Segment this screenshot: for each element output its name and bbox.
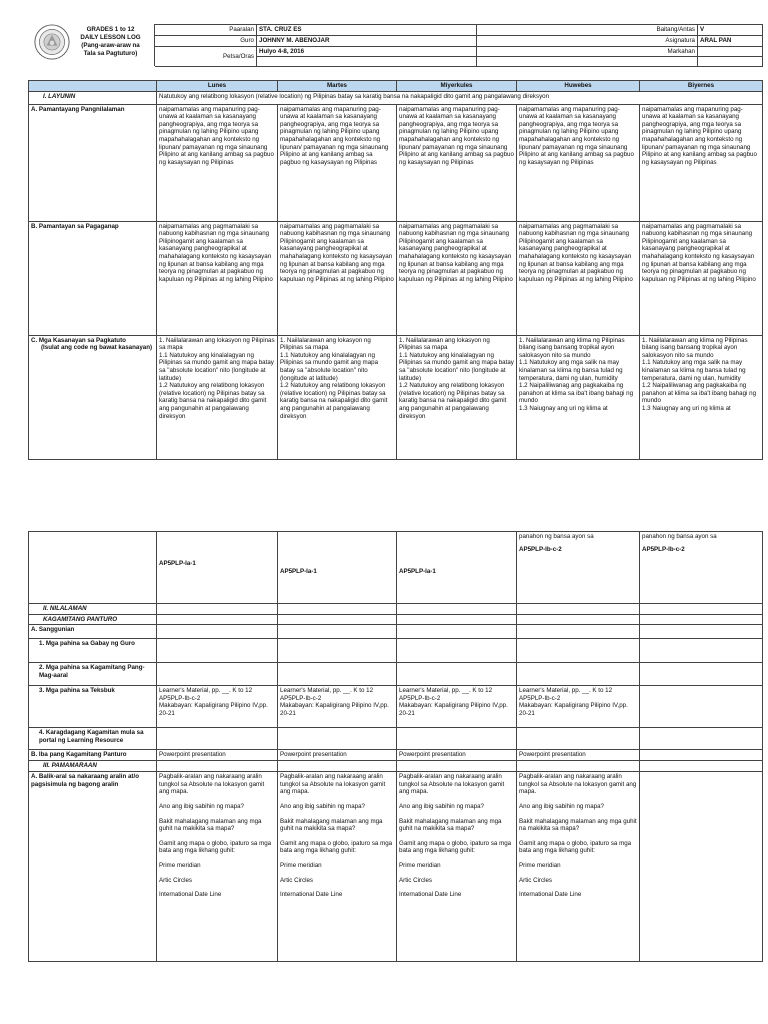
balik-aral-martes: [278, 772, 397, 962]
balik-huwebes-p4: Gamit ang mapa o globo, ipaturo sa mga bata ang mga likhang guhit:: [519, 839, 632, 855]
karagdagang-biyernes: [640, 728, 763, 750]
balik-huwebes-p1: Pagbalik-aralan ang nakaraang aralin tungkol sa Absolute na lokasyon gamit ang mapa.: [519, 773, 637, 796]
pang-aaral-miyerkules: [397, 663, 517, 686]
balik-lunes-p1: Pagbalik-aralan ang nakaraang aralin tungkol sa Absolute na lokasyon gamit ang mapa.: [159, 773, 265, 796]
balik-lunes-p4: Gamit ang mapa o globo, ipaturo sa mga bata ang mga likhang guhit:: [159, 839, 272, 855]
pagganap-huwebes: naipamamalas ang pagmamalaki sa nabuong kabihasnan ng mga sinaunang Pilipinogamit ang kaalaman sa kasanayang pangheograpikal at mahahalagang konteksto ng kasaysayan ng lipunan at bansa kabilang ang mga teorya ng pinagmulan at pagkabuo ng kapuluan ng Pilipinas at ng lahing Pilipino: [517, 221, 640, 335]
iba-pang-martes: Powerpoint presentation: [278, 750, 397, 761]
gabay-biyernes: [640, 639, 763, 663]
pagganap-lunes: naipamamalas ang pagmamalaki sa nabuong kabihasnan ng mga sinaunang Pilipinogamit ang kaalaman sa kasanayang pangheograpikal at mahahalagang konteksto ng kasaysayan ng lipunan at bansa kabilang ang mga teorya ng pinagmulan at pagkabuo ng kapuluan ng Pilipinas at ng lahing Pilipino: [157, 221, 278, 335]
pang-aaral-label: 2. Mga pahina sa Kagamitang Pang-Mag-aaral: [29, 663, 157, 686]
pang-aaral-martes: [278, 663, 397, 686]
kasanayan-label-line-2: (Isulat ang code ng bawat kasanayan): [41, 344, 153, 352]
iba-pang-huwebes: Powerpoint presentation: [517, 750, 640, 761]
day-header-martes: Martes: [278, 81, 397, 92]
balik-miyerkules-p1: Pagbalik-aralan ang nakaraang aralin tungkol sa Absolute na lokasyon gamit ang mapa.: [399, 773, 505, 796]
pamamaraan-label: III. PAMAMARAAN: [29, 761, 157, 772]
day-header-biyernes: Biyernes: [640, 81, 763, 92]
header-table: [28, 24, 763, 67]
balik-martes-p5: Prime meridian: [280, 861, 322, 869]
pangnilalaman-biyernes: naipamamalas ang mapanuring pag-unawa at kaalaman sa kasanayang pangheograpiya, ang mga teorya sa pinagmulan ng lahing Pilipino upang mapahahalagahan ang konteksto ng lipunan/ pamayanan ng mga sinaunang Pilipino at ang kanilang ambag sa pagbuo ng kasaysayan ng Pilipinas: [640, 104, 763, 221]
code-martes: AP5PLP-Ia-1: [278, 532, 397, 604]
code-huwebes: AP5PLP-Ib-c-2: [519, 545, 562, 553]
lesson-table-page-1: [28, 80, 763, 460]
iba-pang-lunes: Powerpoint presentation: [157, 750, 278, 761]
subject-value: ARAL PAN: [698, 36, 763, 47]
iba-pang-label: B. Iba pang Kagamitang Panturo: [29, 750, 157, 761]
pagganap-miyerkules: naipamamalas ang pagmamalaki sa nabuong kabihasnan ng mga sinaunang Pilipinogamit ang kaalaman sa kasanayang pangheograpikal at mahahalagang konteksto ng kasaysayan ng lipunan at bansa kabilang ang mga teorya ng pinagmulan at pagkabuo ng kapuluan ng Pilipinas at ng lahing Pilipino: [397, 221, 517, 335]
balik-martes-p7: International Date Line: [280, 891, 343, 899]
balik-martes-p4: Gamit ang mapa o globo, ipaturo sa mga bata ang mga likhang guhit:: [280, 839, 393, 855]
karagdagang-label: 4. Karagdagang Kagamitan mula sa portal ng Learning Resource: [29, 728, 157, 750]
teksbuk-miyerkules: Learner's Material, pp. __. K to 12 AP5PLP-Ib-c-2 Makabayan: Kapaligirang Pilipino IV,pp. 20-21: [397, 686, 517, 728]
nilalaman-biyernes: [640, 604, 763, 615]
karagdagang-huwebes: [517, 728, 640, 750]
grades-title-line-3: (Pang-araw-araw na: [81, 42, 140, 49]
pamamaraan-lunes: [157, 761, 278, 772]
kagamitan-martes: [278, 614, 397, 625]
kasanayan-miyerkules: 1. Naiilalarawan ang lokasyon ng Pilipinas sa mapa 1.1 Natutukoy ang kinalalagyan ng Pilipinas sa mundo gamit ang mapa batay sa "absolute location" nito (longitude at latitude) 1.2 Natutukoy ang relatibong lokasyon (relative location) ng Pilipinas batay sa karatig bansa na nakapaligid dito gamit ang pangunahin at pangalawang direksyon: [397, 335, 517, 459]
code-lunes: AP5PLP-Ia-1: [157, 532, 278, 604]
nilalaman-label: II. NILALAMAN: [29, 604, 157, 615]
school-value: STA. CRUZ ES: [257, 25, 477, 36]
gabay-martes: [278, 639, 397, 663]
grades-title-line-4: Tala sa Pagtuturo): [83, 50, 138, 57]
codes-label-blank: [29, 532, 157, 604]
balik-huwebes-p5: Prime meridian: [519, 861, 561, 869]
quarter-extra: [477, 57, 698, 67]
continuation-biyernes: panahon ng bansa ayon sa: [642, 533, 717, 540]
balik-miyerkules-p7: International Date Line: [399, 891, 462, 899]
karagdagang-lunes: [157, 728, 278, 750]
grade-value: V: [698, 25, 763, 36]
teksbuk-lunes: Learner's Material, pp. __. K to 12 AP5PLP-Ib-c-2 Makabayan: Kapaligirang Pilipino IV,pp. 20-21: [157, 686, 278, 728]
quarter-value: [698, 46, 763, 57]
balik-miyerkules-p2: Ano ang ibig sabihin ng mapa?: [399, 802, 484, 810]
kagamitan-label: KAGAMITANG PANTURO: [29, 614, 157, 625]
balik-huwebes-p6: Artic Circles: [519, 876, 553, 884]
balik-aral-biyernes: [640, 772, 763, 962]
deped-seal-icon: [34, 24, 70, 60]
balik-lunes-p6: Artic Circles: [159, 876, 193, 884]
teksbuk-label: 3. Mga pahina sa Teksbuk: [29, 686, 157, 728]
kasanayan-huwebes: 1. Naiilalarawan ang klima ng Pilipinas bilang isang bansang tropikal ayon salokasyon nito sa mundo 1.1 Natutukoy ang mga salik na may kinalaman sa klima ng bansa tulad ng temperatura, dami ng ulan, humidity 1.2 Naipaliliwanag ang pagkakaiba ng panahon at klima sa iba't ibang bahagi ng mundo 1.3 Naiugnay ang uri ng klima at: [517, 335, 640, 459]
teacher-value: JOHNNY M. ABENOJAR: [257, 36, 477, 47]
pagganap-biyernes: naipamamalas ang pagmamalaki sa nabuong kabihasnan ng mga sinaunang Pilipinogamit ang kaalaman sa kasanayang pangheograpikal at mahahalagang konteksto ng kasaysayan ng lipunan at bansa kabilang ang mga teorya ng pinagmulan at pagkabuo ng kapuluan ng Pilipinas at ng lahing Pilipino: [640, 221, 763, 335]
balik-miyerkules-p6: Artic Circles: [399, 876, 433, 884]
balik-lunes-p2: Ano ang ibig sabihin ng mapa?: [159, 802, 244, 810]
kagamitan-miyerkules: [397, 614, 517, 625]
pang-aaral-huwebes: [517, 663, 640, 686]
pangnilalaman-lunes: naipamamalas ang mapanuring pag-unawa at kaalaman sa kasanayang pangheograpiya, ang mga teorya sa pinagmulan ng lahing Pilipino upang mapahahalagahan ang konteksto ng lipunan/ pamayanan ng mga sinaunang Pilipino at ang kanilang ambag sa pagbuo ng kasaysayan ng Pilipinas: [157, 104, 278, 221]
balik-aral-miyerkules: [397, 772, 517, 962]
date-label: Petsa/Oras: [155, 46, 257, 67]
lesson-table-page-2: [28, 531, 763, 962]
sanggunian-label: A. Sanggunian: [29, 625, 157, 639]
balik-lunes-p5: Prime meridian: [159, 861, 201, 869]
iba-pang-biyernes: [640, 750, 763, 761]
pangnilalaman-martes: naipamamalas ang mapanuring pag-unawa at kaalaman sa kasanayang pangheograpiya, ang mga teorya sa pinagmulan ng lahing Pilipino upang mapahahalagahan ang konteksto ng lipunan/ pamayanan ng mga sinaunang Pilipino at ang kanilang ambag sa pagbuo ng kasaysayan ng Pilipinas: [278, 104, 397, 221]
teacher-label: Guro: [155, 36, 257, 47]
karagdagang-martes: [278, 728, 397, 750]
grade-label: Baitang/Antas: [477, 25, 698, 36]
karagdagang-miyerkules: [397, 728, 517, 750]
kagamitan-lunes: [157, 614, 278, 625]
pagganap-label: B. Pamantayan sa Pagaganap: [29, 221, 157, 335]
gabay-huwebes: [517, 639, 640, 663]
pang-aaral-biyernes: [640, 663, 763, 686]
balik-martes-p2: Ano ang ibig sabihin ng mapa?: [280, 802, 365, 810]
teksbuk-huwebes: Learner's Material, pp. __. K to 12 AP5PLP-Ib-c-2 Makabayan: Kapaligirang Pilipino IV,pp. 20-21: [517, 686, 640, 728]
date-extra: [257, 57, 477, 67]
pamamaraan-huwebes: [517, 761, 640, 772]
grades-title-line-1: GRADES 1 to 12: [86, 26, 135, 33]
days-header-blank: [29, 81, 157, 92]
pangnilalaman-miyerkules: naipamamalas ang mapanuring pag-unawa at kaalaman sa kasanayang pangheograpiya, ang mga teorya sa pinagmulan ng lahing Pilipino upang mapahahalagahan ang konteksto ng lipunan/ pamayanan ng mga sinaunang Pilipino at ang kanilang ambag sa pagbuo ng kasaysayan ng Pilipinas: [397, 104, 517, 221]
sanggunian-lunes: [157, 625, 278, 639]
gabay-miyerkules: [397, 639, 517, 663]
pamamaraan-miyerkules: [397, 761, 517, 772]
sanggunian-huwebes: [517, 625, 640, 639]
pagganap-martes: naipamamalas ang pagmamalaki sa nabuong kabihasnan ng mga sinaunang Pilipinogamit ang kaalaman sa kasanayang pangheograpikal at mahahalagang konteksto ng kasaysayan ng lipunan at bansa kabilang ang mga teorya ng pinagmulan at pagkabuo ng kapuluan ng Pilipinas at ng lahing Pilipino: [278, 221, 397, 335]
pangnilalaman-label: A. Pamantayang Pangnilalaman: [29, 104, 157, 221]
iba-pang-miyerkules: Powerpoint presentation: [397, 750, 517, 761]
teksbuk-biyernes: [640, 686, 763, 728]
balik-lunes-p3: Bakit mahalagang malaman ang mga guhit na makikita sa mapa?: [159, 817, 262, 833]
subject-label: Asignatura: [477, 36, 698, 47]
code-biyernes-cell: [640, 532, 763, 604]
balik-martes-p1: Pagbalik-aralan ang nakaraang aralin tungkol sa Absolute na lokasyon gamit ang mapa.: [280, 773, 386, 796]
date-value: Hulyo 4-8, 2016: [257, 46, 477, 57]
pang-aaral-lunes: [157, 663, 278, 686]
balik-aral-lunes: [157, 772, 278, 962]
balik-martes-p3: Bakit mahalagang malaman ang mga guhit na makikita sa mapa?: [280, 817, 383, 833]
balik-aral-label: A. Balik-aral sa nakaraang aralin at/o pagsisimula ng bagong aralin: [29, 772, 157, 962]
nilalaman-lunes: [157, 604, 278, 615]
sanggunian-martes: [278, 625, 397, 639]
sanggunian-miyerkules: [397, 625, 517, 639]
gabay-label: 1. Mga pahina sa Gabay ng Guro: [29, 639, 157, 663]
day-header-huwebes: Huwebes: [517, 81, 640, 92]
code-miyerkules: AP5PLP-Ia-1: [397, 532, 517, 604]
pamamaraan-biyernes: [640, 761, 763, 772]
quarter-label: Markahan: [477, 46, 698, 57]
balik-huwebes-p2: Ano ang ibig sabihin ng mapa?: [519, 802, 604, 810]
day-header-miyerkules: Miyerkules: [397, 81, 517, 92]
balik-lunes-p7: International Date Line: [159, 891, 222, 899]
kasanayan-biyernes: 1. Naiilalarawan ang klima ng Pilipinas bilang isang bansang tropikal ayon salokasyon nito sa mundo 1.1 Natutukoy ang mga salik na may kinalaman sa klima ng bansa tulad ng temperatura, dami ng ulan, humidity 1.2 Naipaliliwanag ang pagkakaiba ng panahon at klima sa iba't ibang bahagi ng mundo 1.3 Naiugnay ang uri ng klima at: [640, 335, 763, 459]
kagamitan-biyernes: [640, 614, 763, 625]
kasanayan-martes: 1. Naiilalarawan ang lokasyon ng Pilipinas sa mapa 1.1 Natutukoy ang kinalalagyan ng Pilipinas sa mundo gamit ang mapa batay sa "absolute location" nito (longitude at latitude) 1.2 Natutukoy ang relatibong lokasyon (relative location) ng Pilipinas batay sa karatig bansa na nakapaligid dito gamit ang pangunahin at pangalawang direksyon: [278, 335, 397, 459]
day-header-lunes: Lunes: [157, 81, 278, 92]
nilalaman-huwebes: [517, 604, 640, 615]
kasanayan-lunes: 1. Naiilalarawan ang lokasyon ng Pilipinas sa mapa 1.1 Natutukoy ang kinalalagyan ng Pilipinas sa mundo gamit ang mapa batay sa "absolute location" nito (longitude at latitude) 1.2 Natutukoy ang relatibong lokasyon (relative location) ng Pilipinas batay sa karatig bansa na nakapaligid dito gamit ang pangunahin at pangalawang direksyon: [157, 335, 278, 459]
kagamitan-huwebes: [517, 614, 640, 625]
gabay-lunes: [157, 639, 278, 663]
pangnilalaman-huwebes: naipamamalas ang mapanuring pag-unawa at kaalaman sa kasanayang pangheograpiya, ang mga teorya sa pinagmulan ng lahing Pilipino upang mapahahalagahan ang konteksto ng lipunan/ pamayanan ng mga sinaunang Pilipino at ang kanilang ambag sa pagbuo ng kasaysayan ng Pilipinas: [517, 104, 640, 221]
quarter-extra-2: [698, 57, 763, 67]
sanggunian-biyernes: [640, 625, 763, 639]
layunin-label: I. LAYUNIN: [29, 91, 157, 104]
balik-miyerkules-p5: Prime meridian: [399, 861, 441, 869]
nilalaman-miyerkules: [397, 604, 517, 615]
balik-aral-huwebes: [517, 772, 640, 962]
code-huwebes-cell: [517, 532, 640, 604]
code-biyernes: AP5PLP-Ib-c-2: [642, 545, 685, 553]
kasanayan-label: [29, 335, 157, 459]
pamamaraan-martes: [278, 761, 397, 772]
balik-martes-p6: Artic Circles: [280, 876, 314, 884]
layunin-text: Natutukoy ang relatibong lokasyon (relative location) ng Pilipinas batay sa karatig bansa na nakapaligid dito gamit ang pangalawang direksyon: [157, 91, 763, 104]
balik-huwebes-p7: International Date Line: [519, 891, 582, 899]
continuation-huwebes: panahon ng bansa ayon sa: [519, 533, 594, 540]
balik-miyerkules-p4: Gamit ang mapa o globo, ipaturo sa mga bata ang mga likhang guhit:: [399, 839, 512, 855]
balik-miyerkules-p3: Bakit mahalagang malaman ang mga guhit na makikita sa mapa?: [399, 817, 502, 833]
grades-title-line-2: DAILY LESSON LOG: [80, 34, 141, 41]
nilalaman-martes: [278, 604, 397, 615]
balik-huwebes-p3: Bakit mahalagang malaman ang mga guhit na makikita sa mapa?: [519, 817, 637, 833]
teksbuk-martes: Learner's Material, pp. __. K to 12 AP5PLP-Ib-c-2 Makabayan: Kapaligirang Pilipino IV,pp. 20-21: [278, 686, 397, 728]
school-label: Paaralan: [155, 25, 257, 36]
kasanayan-label-line-1: C. Mga Kasanayan sa Pagkatuto: [31, 336, 126, 344]
